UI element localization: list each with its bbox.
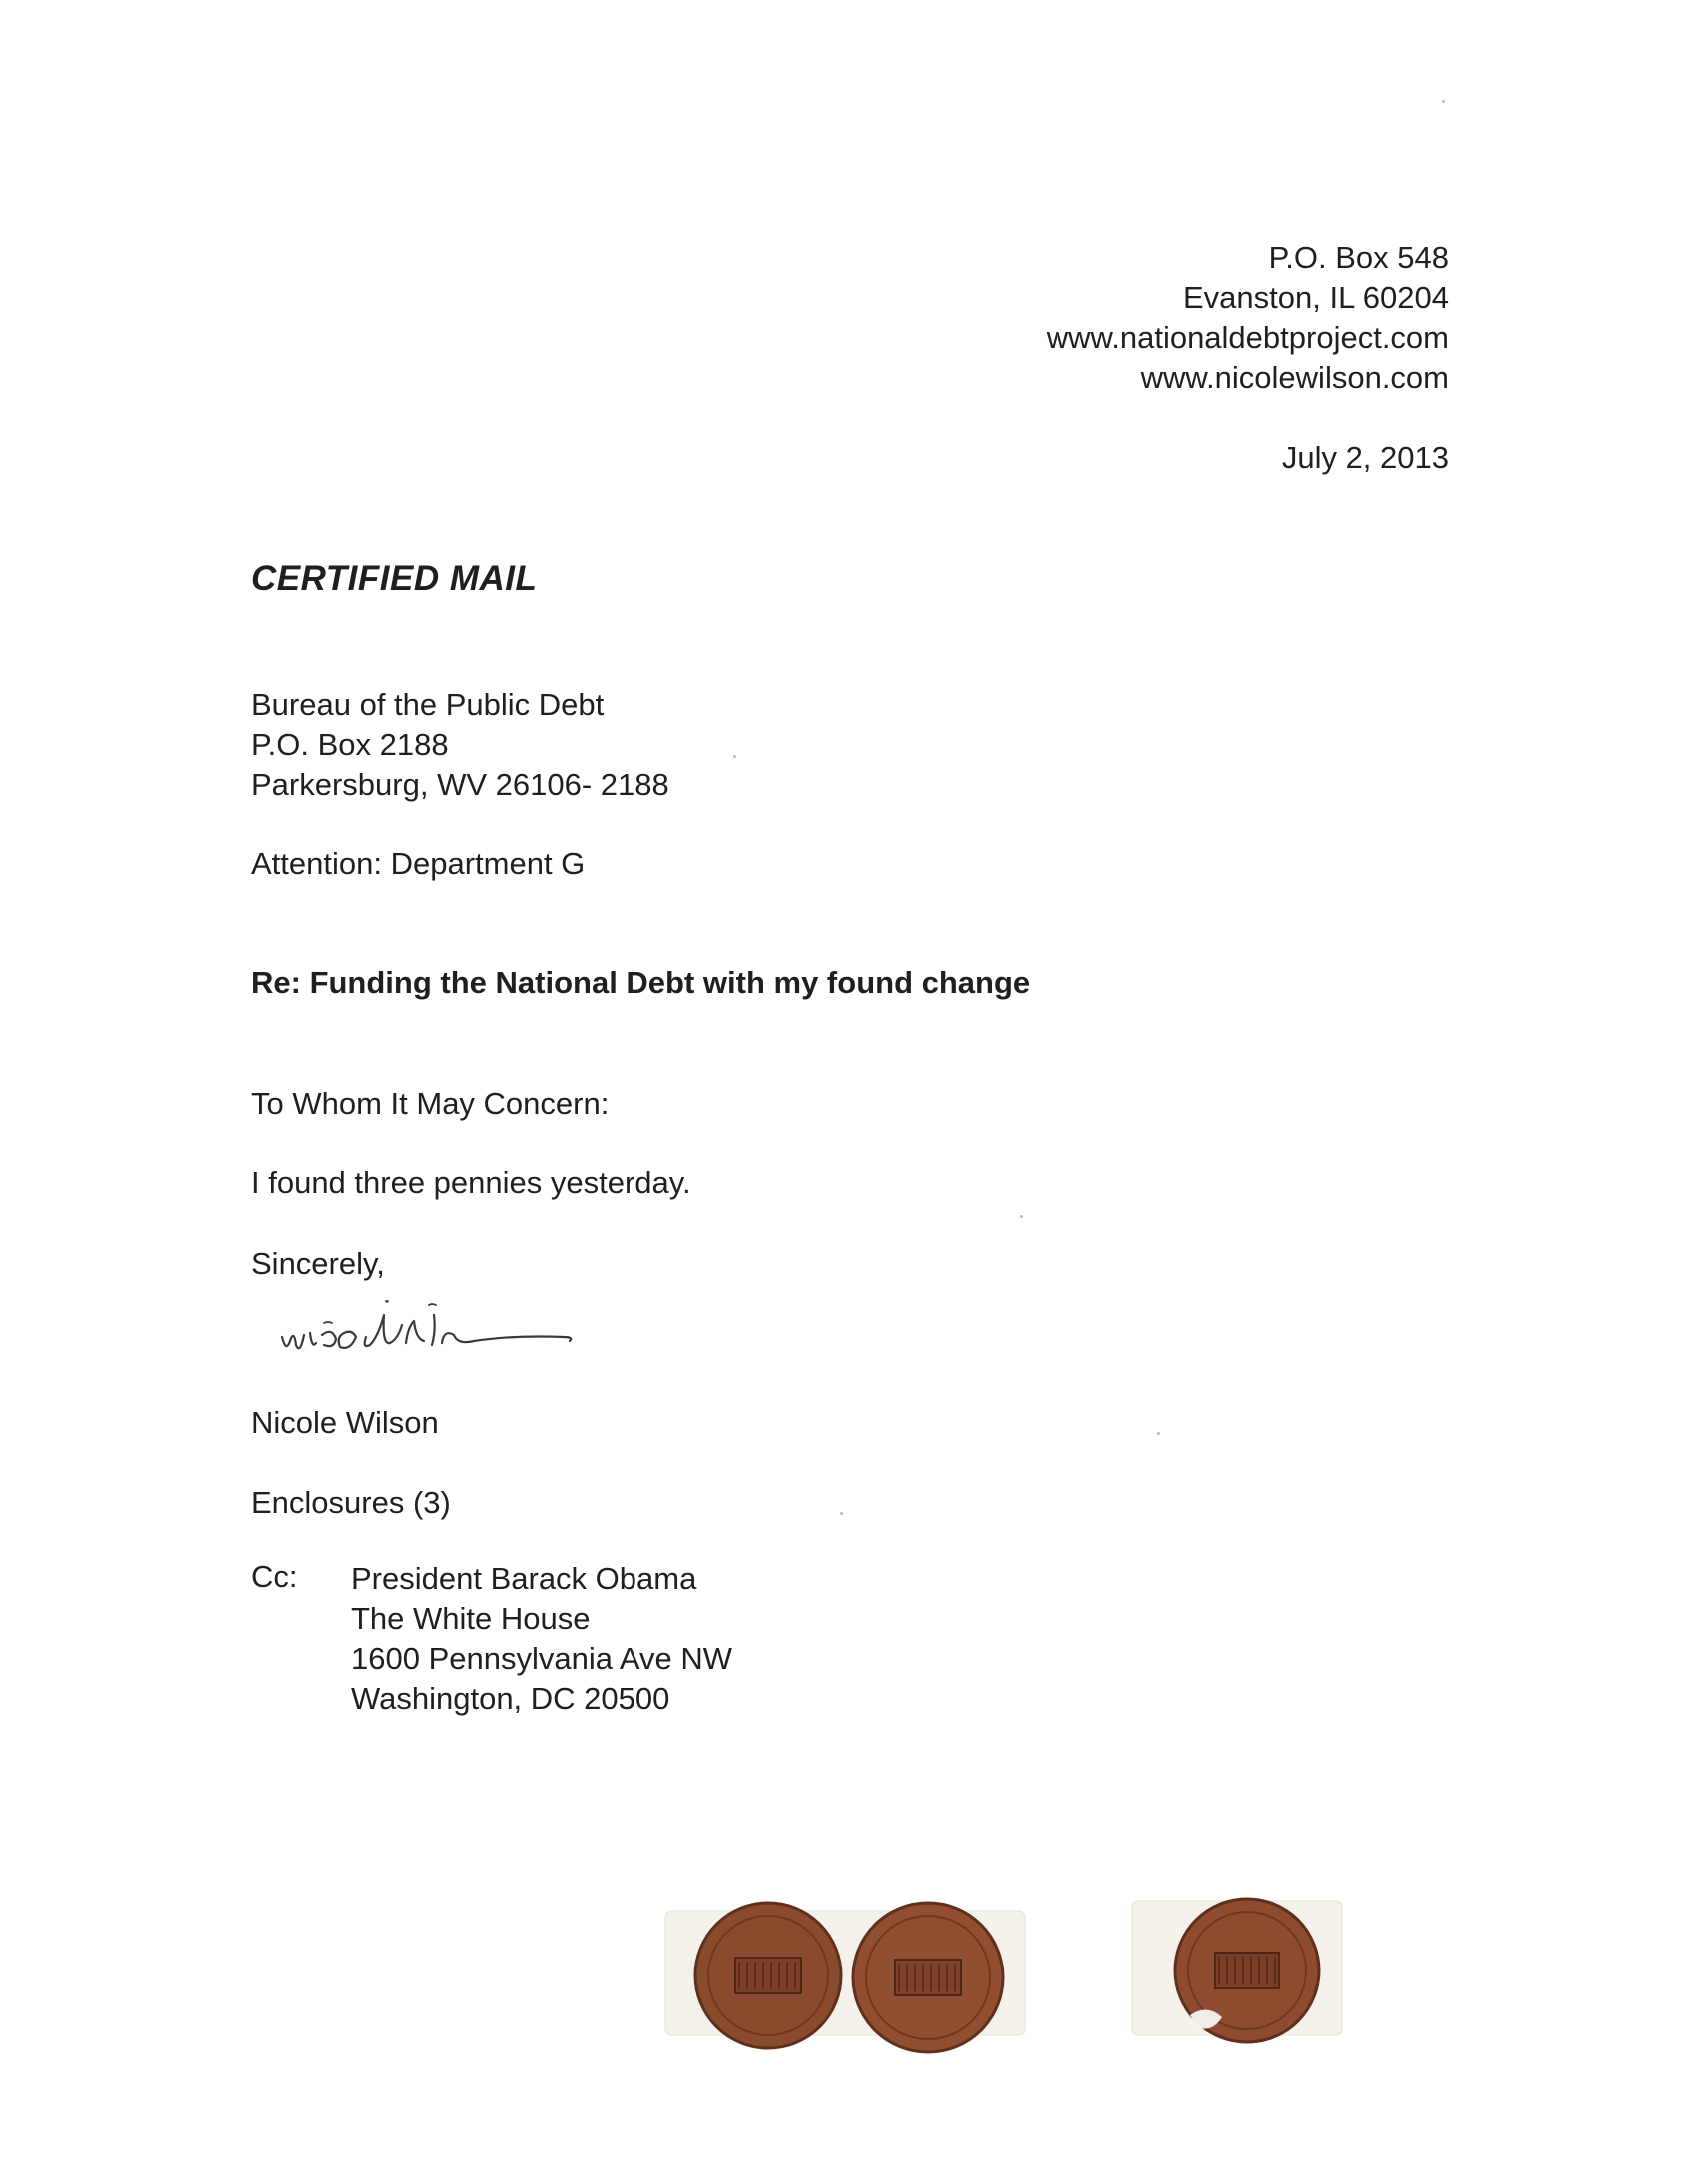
- cc-recipient-block: [351, 1559, 732, 1719]
- certified-mail-heading: CERTIFIED MAIL: [251, 559, 538, 598]
- sender-address-line2: Evanston, IL 60204: [1183, 280, 1449, 315]
- sender-address-line1: P.O. Box 548: [1268, 240, 1449, 275]
- scan-speck: [1020, 1215, 1023, 1218]
- recipient-line3: Parkersburg, WV 26106- 2188: [251, 767, 669, 802]
- handwritten-signature: [274, 1275, 614, 1370]
- cc-line-1: President Barack Obama: [351, 1561, 697, 1596]
- recipient-line2: P.O. Box 2188: [251, 727, 449, 762]
- scan-speck: [1442, 100, 1445, 103]
- signer-name: Nicole Wilson: [251, 1405, 439, 1440]
- letter-date: July 2, 2013: [1281, 440, 1449, 475]
- attention-line: Attention: Department G: [251, 846, 586, 881]
- cc-line-4: Washington, DC 20500: [351, 1681, 670, 1716]
- letter-message: I found three pennies yesterday.: [251, 1165, 691, 1200]
- salutation: To Whom It May Concern:: [251, 1087, 610, 1121]
- scan-speck: [1157, 1432, 1160, 1435]
- subject-line: Re: Funding the National Debt with my found change: [251, 965, 1031, 1000]
- recipient-line1: Bureau of the Public Debt: [251, 687, 605, 722]
- closing: Sincerely,: [251, 1246, 385, 1281]
- enclosures-line: Enclosures (3): [251, 1485, 451, 1520]
- scan-speck: [840, 1512, 843, 1515]
- penny-2: [853, 1903, 1003, 2052]
- sender-website-1: www.nationaldebtproject.com: [1046, 320, 1449, 355]
- penny-3: [1175, 1899, 1319, 2042]
- penny-1: [695, 1903, 841, 2048]
- sender-website-2: www.nicolewilson.com: [1140, 360, 1449, 395]
- cc-line-2: The White House: [351, 1601, 591, 1636]
- scan-speck: [733, 755, 736, 758]
- cc-label: Cc:: [251, 1559, 298, 1594]
- enclosed-pennies: [663, 1876, 1382, 2055]
- cc-line-3: 1600 Pennsylvania Ave NW: [351, 1641, 732, 1676]
